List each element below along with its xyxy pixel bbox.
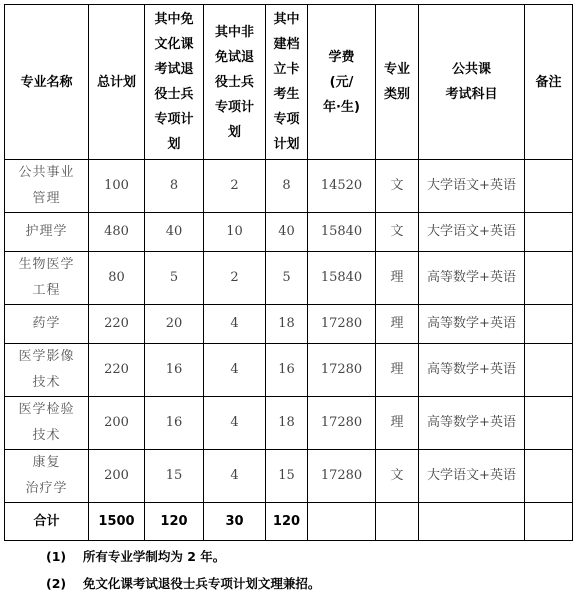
header-poor-line: 其中 [273,12,300,27]
major-name-line: 技术 [32,375,61,390]
cell-subjects: 高等数学+英语 [419,305,525,344]
cell-exempt: 40 [145,213,204,252]
cell-exempt: 20 [145,305,204,344]
cell-nonexempt: 10 [204,213,266,252]
header-category [376,5,419,160]
cell-nonexempt: 4 [204,305,266,344]
total-cell-total: 1500 [89,503,145,541]
cell-total: 100 [89,160,145,213]
cell-exempt: 5 [145,252,204,305]
header-category-line: 专业 [383,62,410,77]
major-name-line: 技术 [32,428,61,443]
header-poor-line: 建档 [273,37,300,52]
header-nonexempt-line: 免试退 [214,49,254,65]
header-exempt-line: 考试退 [154,62,194,77]
total-cell-fee [308,503,376,541]
header-exam-subjects [419,5,525,160]
cell-fee: 17280 [308,450,376,503]
header-poor-line: 考生 [273,87,300,102]
cell-remark [525,397,573,450]
header-remark [525,5,573,160]
cell-name [5,160,89,213]
cell-poor: 15 [266,450,308,503]
header-major-name [5,5,89,160]
cell-total: 220 [89,344,145,397]
cell-poor: 18 [266,397,308,450]
footnote-1-number: (1) [46,549,67,564]
major-name-line: 康复 [32,455,61,470]
major-name-line: 医学检验 [18,402,75,417]
cell-nonexempt: 4 [204,397,266,450]
cell-subjects: 高等数学+英语 [419,397,525,450]
major-name-line: 药学 [32,316,61,331]
cell-fee: 17280 [308,305,376,344]
header-poverty-plan [266,5,308,160]
total-cell-remark [525,503,573,541]
table-row [5,252,573,305]
cell-poor: 40 [266,213,308,252]
cell-poor: 18 [266,305,308,344]
footnote-2-text: 免文化课考试退役士兵专项计划文理兼招。 [82,576,321,591]
footnote-2-number: (2) [46,576,67,591]
table-row [5,305,573,344]
cell-nonexempt: 2 [204,160,266,213]
total-cell-category [376,503,419,541]
header-category-line: 类别 [383,87,410,102]
total-cell-nonexempt: 30 [204,503,266,541]
footnote-2 [46,574,320,592]
header-row [5,5,573,160]
header-nonexempt-line: 专项计 [214,99,254,115]
footnote-1 [46,547,225,565]
cell-remark [525,344,573,397]
header-poor-line: 立卡 [273,62,300,77]
enrollment-plan-table [4,4,573,541]
total-cell-exempt: 120 [145,503,204,541]
cell-fee: 15840 [308,252,376,305]
cell-name [5,344,89,397]
total-cell-subjects [419,503,525,541]
cell-name [5,252,89,305]
header-exempt-line: 专项计 [154,112,194,127]
header-name-line: 专业名称 [20,74,73,90]
major-name-line: 公共事业 [18,165,75,180]
cell-name [5,450,89,503]
cell-poor: 8 [266,160,308,213]
cell-subjects: 大学语文+英语 [419,450,525,503]
header-nonexempt-veteran-plan [204,5,266,160]
cell-category: 文 [376,213,419,252]
header-total-line: 总计划 [96,74,136,90]
cell-category: 理 [376,252,419,305]
cell-subjects: 大学语文+英语 [419,213,525,252]
cell-name [5,397,89,450]
cell-total: 80 [89,252,145,305]
major-name-line: 治疗学 [25,481,68,496]
header-fee-line: 年·生) [323,99,360,115]
footnote-1-text: 所有专业学制均为 2 年。 [82,549,226,564]
header-exempt-line: 划 [167,137,181,152]
cell-total: 200 [89,450,145,503]
cell-nonexempt: 4 [204,344,266,397]
table-row [5,213,573,252]
cell-total: 220 [89,305,145,344]
table-row [5,450,573,503]
major-name-line: 生物医学 [18,257,75,272]
total-row [5,503,573,541]
major-name-line: 管理 [32,191,61,206]
cell-fee: 17280 [308,397,376,450]
cell-total: 480 [89,213,145,252]
header-nonexempt-line: 其中非 [214,24,254,40]
cell-remark [525,305,573,344]
cell-fee: 17280 [308,344,376,397]
cell-category: 文 [376,450,419,503]
total-cell-poor: 120 [266,503,308,541]
cell-fee: 15840 [308,213,376,252]
header-total-plan [89,5,145,160]
header-poor-line: 专项 [273,112,300,127]
cell-subjects: 高等数学+英语 [419,344,525,397]
header-exempt-line: 役士兵 [154,87,194,102]
header-exempt-veteran-plan [145,5,204,160]
cell-poor: 5 [266,252,308,305]
header-subjects-line: 公共课 [451,62,491,77]
cell-nonexempt: 2 [204,252,266,305]
cell-category: 理 [376,344,419,397]
cell-total: 200 [89,397,145,450]
cell-exempt: 16 [145,397,204,450]
cell-fee: 14520 [308,160,376,213]
cell-remark [525,450,573,503]
cell-category: 理 [376,305,419,344]
cell-nonexempt: 4 [204,450,266,503]
header-fee-line: 学费 [328,49,355,65]
cell-exempt: 8 [145,160,204,213]
table-row [5,160,573,213]
cell-exempt: 15 [145,450,204,503]
cell-name [5,213,89,252]
cell-exempt: 16 [145,344,204,397]
cell-remark [525,252,573,305]
header-poor-line: 计划 [273,137,300,152]
cell-category: 理 [376,397,419,450]
header-nonexempt-line: 划 [227,124,241,140]
cell-remark [525,213,573,252]
cell-subjects: 大学语文+英语 [419,160,525,213]
header-tuition [308,5,376,160]
header-nonexempt-line: 役士兵 [214,74,254,90]
table-row [5,397,573,450]
cell-poor: 16 [266,344,308,397]
cell-subjects: 高等数学+英语 [419,252,525,305]
header-exempt-line: 文化课 [154,37,194,52]
table-row [5,344,573,397]
header-exempt-line: 其中免 [154,12,194,27]
cell-name [5,305,89,344]
header-subjects-line: 考试科目 [445,87,498,102]
total-cell-name: 合计 [5,503,89,541]
header-remark-line: 备注 [535,74,562,90]
major-name-line: 护理学 [25,224,68,239]
major-name-line: 工程 [32,283,61,298]
cell-remark [525,160,573,213]
cell-category: 文 [376,160,419,213]
major-name-line: 医学影像 [18,349,75,364]
header-fee-line: (元/ [329,74,354,90]
